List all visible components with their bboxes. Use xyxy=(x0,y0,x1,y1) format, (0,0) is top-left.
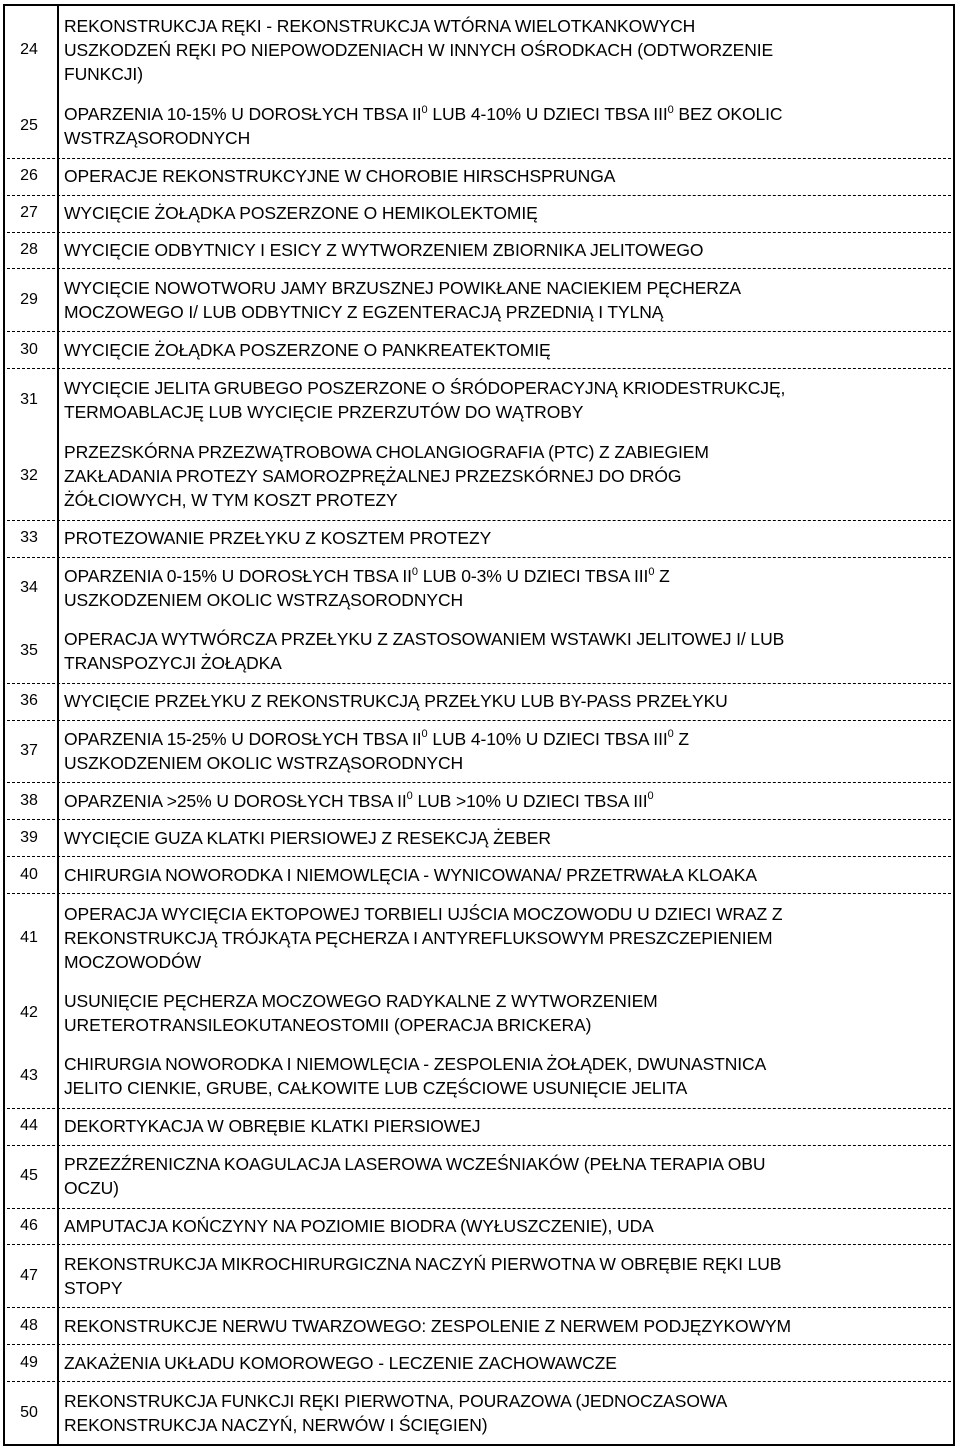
row-separator xyxy=(7,232,951,233)
row-number: 37 xyxy=(20,742,38,760)
description-line: ŻÓŁCIOWYCH, W TYM KOSZT PROTEZY xyxy=(64,489,398,510)
row-description xyxy=(64,440,949,512)
row-number: 40 xyxy=(20,865,38,883)
description-line: REKONSTRUKCJA NACZYŃ, NERWÓW I ŚCIĘGIEN) xyxy=(64,1414,488,1435)
row-number: 50 xyxy=(20,1403,38,1421)
row-description xyxy=(64,338,949,362)
description-line: ZAKAŻENIA UKŁADU KOMOROWEGO - LECZENIE ZACHOWAWCZE xyxy=(64,1352,617,1373)
row-description xyxy=(64,1252,949,1300)
row-separator xyxy=(7,819,951,820)
description-line: FUNKCJI) xyxy=(64,64,143,85)
row-description xyxy=(64,989,949,1037)
description-line: USZKODZEŃ RĘKI PO NIEPOWODZENIACH W INNYCH OŚRODKACH (ODTWORZENIE xyxy=(64,40,774,61)
row-number: 25 xyxy=(20,117,38,135)
row-description xyxy=(64,902,949,974)
row-number: 31 xyxy=(20,390,38,408)
row-separator xyxy=(7,856,951,857)
row-description xyxy=(64,826,949,850)
row-description xyxy=(64,564,949,612)
description-line: WSTRZĄSORODNYCH xyxy=(64,128,251,149)
description-line: OPARZENIA 0-15% U DOROSŁYCH TBSA $II^0$ LUB 0-3% U DZIECI TBSA III$^0$ Z xyxy=(64,565,670,587)
row-separator xyxy=(7,1344,951,1345)
row-number: 39 xyxy=(20,828,38,846)
description-line: OCZU) xyxy=(64,1178,119,1199)
description-line: USZKODZENIEM OKOLIC WSTRZĄSORODNYCH xyxy=(64,753,464,774)
description-line: WYCIĘCIE PRZEŁYKU Z REKONSTRUKCJĄ PRZEŁYKU LUB BY-PASS PRZEŁYKU xyxy=(64,691,728,712)
row-number: 34 xyxy=(20,579,38,597)
row-number: 27 xyxy=(20,204,38,222)
description-line: URETEROTRANSILEOKUTANEOSTOMII (OPERACJA BRICKERA) xyxy=(64,1015,592,1036)
row-number: 35 xyxy=(20,642,38,660)
row-separator xyxy=(7,1208,951,1209)
description-line: OPARZENIA 10-15% U DOROSŁYCH TBSA $II^0$ LUB 4-10% U DZIECI TBSA III$^0$ BEZ OKOLIC xyxy=(64,103,783,125)
description-line: STOPY xyxy=(64,1277,123,1298)
row-number: 44 xyxy=(20,1117,38,1135)
description-line: OPERACJA WYTWÓRCZA PRZEŁYKU Z ZASTOSOWANIEM WSTAWKI JELITOWEJ I/ LUB xyxy=(64,629,785,650)
description-line: REKONSTRUKCJA RĘKI - REKONSTRUKCJA WTÓRNA WIELOTKANKOWYCH xyxy=(64,16,696,37)
description-line: WYCIĘCIE ŻOŁĄDKA POSZERZONE O PANKREATEKTOMIĘ xyxy=(64,339,551,360)
column-divider xyxy=(57,6,59,1444)
row-description xyxy=(64,276,949,324)
row-description xyxy=(64,1314,949,1338)
description-line: WYCIĘCIE GUZA KLATKI PIERSIOWEJ Z RESEKCJĄ ŻEBER xyxy=(64,827,551,848)
row-description xyxy=(64,14,949,86)
row-description xyxy=(64,627,949,675)
description-line: USZKODZENIEM OKOLIC WSTRZĄSORODNYCH xyxy=(64,590,464,611)
description-line: WYCIĘCIE NOWOTWORU JAMY BRZUSZNEJ POWIKŁANE NACIEKIEM PĘCHERZA xyxy=(64,277,742,298)
row-number: 45 xyxy=(20,1167,38,1185)
row-separator xyxy=(7,1381,951,1382)
row-description xyxy=(64,727,949,775)
row-separator xyxy=(7,158,951,159)
description-line: DEKORTYKACJA W OBRĘBIE KLATKI PIERSIOWEJ xyxy=(64,1116,481,1137)
description-line: USUNIĘCIE PĘCHERZA MOCZOWEGO RADYKALNE Z WYTWORZENIEM xyxy=(64,991,658,1012)
row-separator xyxy=(7,683,951,684)
row-number: 48 xyxy=(20,1316,38,1334)
row-separator xyxy=(7,720,951,721)
description-line: PRZEZŹRENICZNA KOAGULACJA LASEROWA WCZEŚNIAKÓW (PEŁNA TERAPIA OBU xyxy=(64,1154,766,1175)
row-description xyxy=(64,1052,949,1100)
description-line: MOCZOWEGO I/ LUB ODBYTNICY Z EGZENTERACJĄ PRZEDNIĄ I TYLNĄ xyxy=(64,301,664,322)
row-separator xyxy=(7,331,951,332)
row-separator xyxy=(7,1307,951,1308)
procedure-table xyxy=(3,4,955,1446)
row-number: 32 xyxy=(20,466,38,484)
row-description xyxy=(64,1152,949,1200)
description-line: OPERACJE REKONSTRUKCYJNE W CHOROBIE HIRSCHSPRUNGA xyxy=(64,166,616,187)
row-separator xyxy=(7,268,951,269)
row-number: 47 xyxy=(20,1266,38,1284)
description-line: WYCIĘCIE ŻOŁĄDKA POSZERZONE O HEMIKOLEKTOMIĘ xyxy=(64,203,538,224)
row-number: 42 xyxy=(20,1004,38,1022)
row-number: 30 xyxy=(20,340,38,358)
row-description xyxy=(64,1351,949,1375)
row-separator xyxy=(7,1145,951,1146)
row-number: 36 xyxy=(20,692,38,710)
row-description xyxy=(64,863,949,887)
description-line: MOCZOWODÓW xyxy=(64,951,202,972)
row-description xyxy=(64,1114,949,1138)
description-line: AMPUTACJA KOŃCZYNY NA POZIOMIE BIODRA (WYŁUSZCZENIE), UDA xyxy=(64,1216,654,1237)
row-description xyxy=(64,238,949,262)
row-description xyxy=(64,1389,949,1437)
row-number: 26 xyxy=(20,167,38,185)
row-description xyxy=(64,1214,949,1238)
description-line: REKONSTRUKCJE NERWU TWARZOWEGO: ZESPOLENIE Z NERWEM PODJĘZYKOWYM xyxy=(64,1315,792,1336)
description-line: OPARZENIA >25% U DOROSŁYCH TBSA $II^0$ LUB >10% U DZIECI TBSA III$^0$ xyxy=(64,790,654,811)
description-line: WYCIĘCIE JELITA GRUBEGO POSZERZONE O ŚRÓDOPERACYJNĄ KRIODESTRUKCJĘ, xyxy=(64,377,786,398)
description-line: PROTEZOWANIE PRZEŁYKU Z KOSZTEM PROTEZY xyxy=(64,528,492,549)
row-separator xyxy=(7,195,951,196)
row-number: 38 xyxy=(20,791,38,809)
description-line: CHIRURGIA NOWORODKA I NIEMOWLĘCIA - WYNICOWANA/ PRZETRWAŁA KLOAKA xyxy=(64,864,757,885)
row-description xyxy=(64,102,949,150)
row-number: 28 xyxy=(20,241,38,258)
description-line: OPARZENIA 15-25% U DOROSŁYCH TBSA $II^0$ LUB 4-10% U DZIECI TBSA III$^0$ Z xyxy=(64,728,689,750)
row-number: 43 xyxy=(20,1067,38,1085)
description-line: CHIRURGIA NOWORODKA I NIEMOWLĘCIA - ZESPOLENIA ŻOŁĄDEK, DWUNASTNICA xyxy=(64,1054,767,1075)
row-number: 46 xyxy=(20,1217,38,1235)
row-number: 49 xyxy=(20,1353,38,1371)
row-separator xyxy=(7,782,951,783)
row-number: 33 xyxy=(20,529,38,547)
description-line: JELITO CIENKIE, GRUBE, CAŁKOWITE LUB CZĘŚCIOWE USUNIĘCIE JELITA xyxy=(64,1078,688,1099)
description-line: TRANSPOZYCJI ŻOŁĄDKA xyxy=(64,653,282,674)
row-description xyxy=(64,164,949,188)
row-description xyxy=(64,789,949,813)
row-separator xyxy=(7,1244,951,1245)
row-separator xyxy=(7,368,951,369)
description-line: REKONSTRUKCJĄ TRÓJKĄTA PĘCHERZA I ANTYREFLUKSOWYM PRESZCZEPIENIEM xyxy=(64,927,773,948)
description-line: ZAKŁADANIA PROTEZY SAMOROZPRĘŻALNEJ PRZEZSKÓRNEJ DO DRÓG xyxy=(64,465,682,486)
description-line: TERMOABLACJĘ LUB WYCIĘCIE PRZERZUTÓW DO WĄTROBY xyxy=(64,401,584,422)
description-line: PRZEZSKÓRNA PRZEZWĄTROBOWA CHOLANGIOGRAFIA (PTC) Z ZABIEGIEM xyxy=(64,441,709,462)
row-description xyxy=(64,526,949,550)
description-line: WYCIĘCIE ODBYTNICY I ESICY Z WYTWORZENIEM ZBIORNIKA JELITOWEGO xyxy=(64,240,704,260)
row-description xyxy=(64,689,949,713)
row-number: 41 xyxy=(20,928,38,946)
description-line: OPERACJA WYCIĘCIA EKTOPOWEJ TORBIELI UJŚCIA MOCZOWODU U DZIECI WRAZ Z xyxy=(64,903,783,924)
row-number: 29 xyxy=(20,290,38,308)
row-separator xyxy=(7,557,951,558)
row-separator xyxy=(7,1108,951,1109)
row-separator xyxy=(7,893,951,894)
row-description xyxy=(64,201,949,225)
description-line: REKONSTRUKCJA MIKROCHIRURGICZNA NACZYŃ PIERWOTNA W OBRĘBIE RĘKI LUB xyxy=(64,1253,782,1274)
row-separator xyxy=(7,520,951,521)
description-line: REKONSTRUKCJA FUNKCJI RĘKI PIERWOTNA, POURAZOWA (JEDNOCZASOWA xyxy=(64,1390,728,1411)
row-description xyxy=(64,376,949,424)
row-number: 24 xyxy=(20,41,38,59)
